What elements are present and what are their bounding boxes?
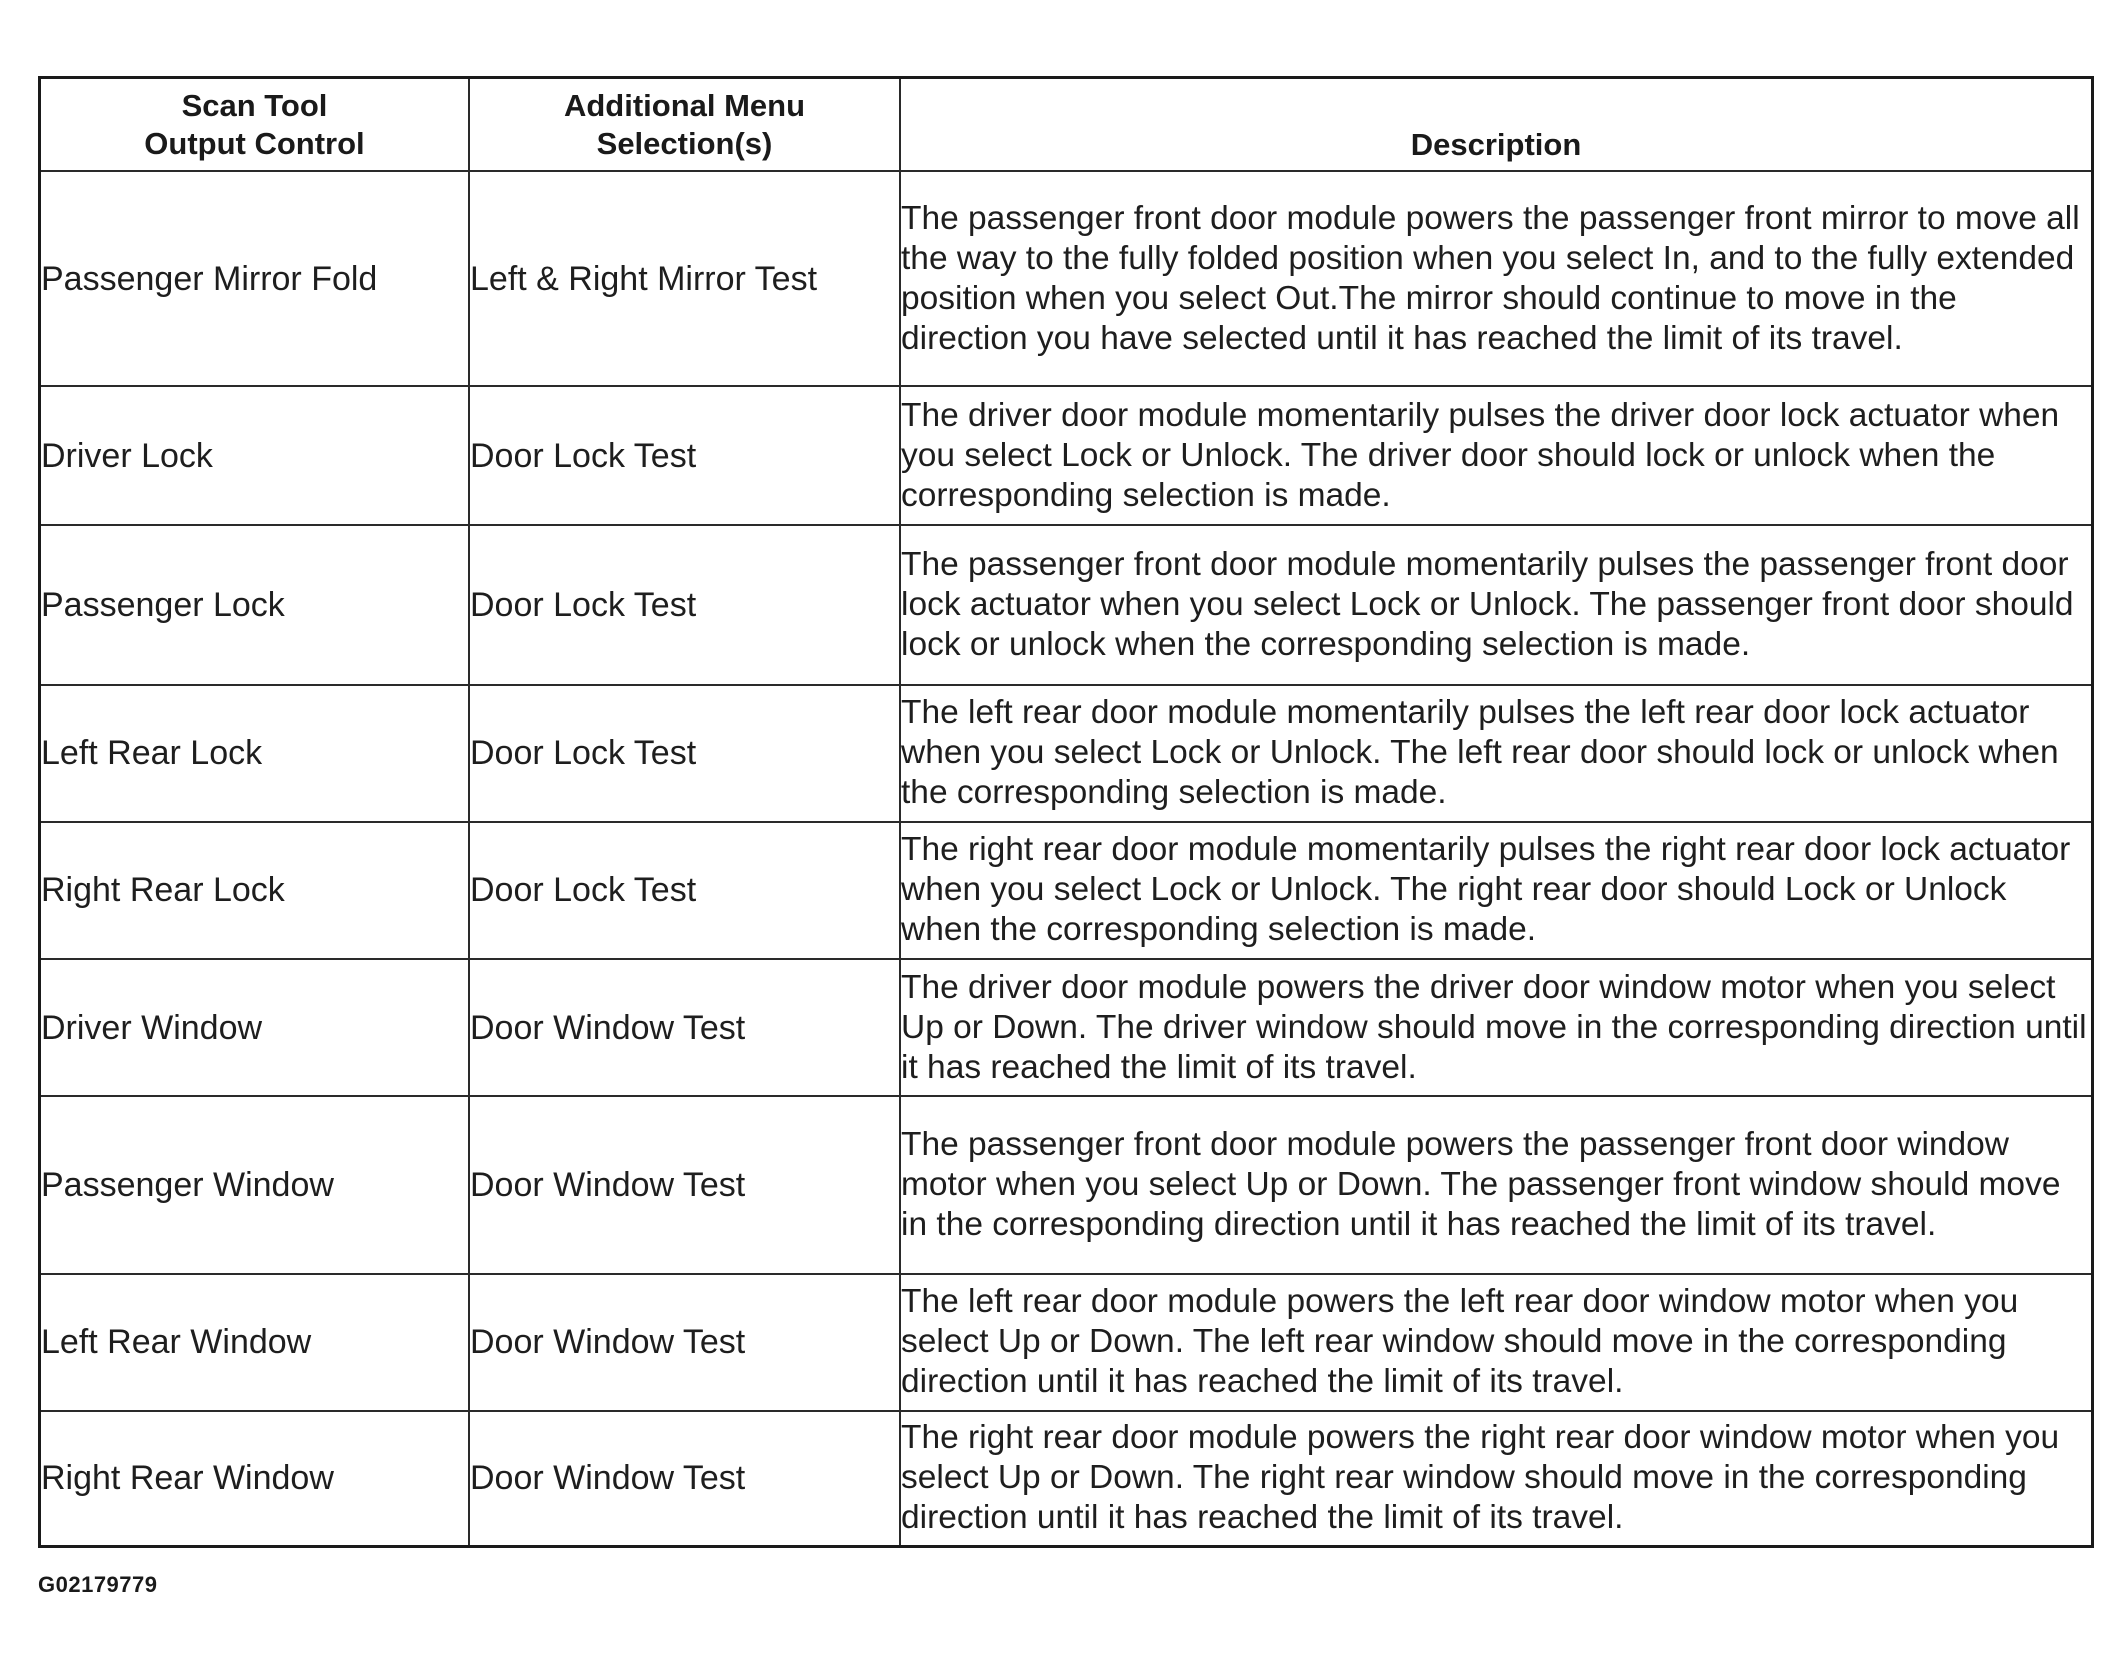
menu-selection-cell: Left & Right Mirror Test (469, 171, 900, 386)
table-row (41, 525, 2091, 684)
header-col1-line1: Scan Tool (181, 87, 328, 123)
menu-selection-cell: Door Lock Test (469, 386, 900, 525)
output-control-chart (41, 79, 2091, 1545)
table-row (41, 1096, 2091, 1274)
description-cell: The driver door module momentarily pulses the driver door lock actuator when you select Lock or Unlock. The driver door should lock or unlock when the corresponding selection is made. (900, 386, 2091, 525)
header-col2-line2: Selection(s) (596, 125, 773, 161)
description-cell: The passenger front door module powers the passenger front mirror to move all the way to the fully folded position when you select In, and to the fully extended position when you select Out.The mirror should continue to move in the direction you have selected until it has reached the limit of its travel. (900, 171, 2091, 386)
table-row (41, 685, 2091, 822)
menu-selection-cell: Door Lock Test (469, 685, 900, 822)
table-row (41, 822, 2091, 959)
output-control-cell: Passenger Mirror Fold (41, 171, 469, 386)
header-description: Description (900, 79, 2091, 171)
description-cell: The left rear door module powers the left rear door window motor when you select Up or Down. The left rear window should move in the corresponding direction until it has reached the limit of its travel. (900, 1274, 2091, 1411)
menu-selection-cell: Door Lock Test (469, 822, 900, 959)
description-cell: The passenger front door module momentarily pulses the passenger front door lock actuator when you select Lock or Unlock. The passenger front door should lock or unlock when the corresponding selection is made. (900, 525, 2091, 684)
header-additional-menu-selections (469, 79, 900, 171)
output-control-cell: Passenger Window (41, 1096, 469, 1274)
output-control-cell: Driver Lock (41, 386, 469, 525)
output-control-cell: Left Rear Window (41, 1274, 469, 1411)
menu-selection-cell: Door Window Test (469, 1411, 900, 1545)
header-col1-line2: Output Control (144, 125, 365, 161)
output-control-cell: Right Rear Lock (41, 822, 469, 959)
output-control-cell: Driver Window (41, 959, 469, 1096)
table-row (41, 1274, 2091, 1411)
menu-selection-cell: Door Window Test (469, 1096, 900, 1274)
output-control-cell: Left Rear Lock (41, 685, 469, 822)
header-scan-tool-output-control (41, 79, 469, 171)
figure-code: G02179779 (38, 1572, 158, 1597)
description-cell: The right rear door module powers the right rear door window motor when you select Up or Down. The right rear window should move in the corresponding direction until it has reached the limit of its travel. (900, 1411, 2091, 1545)
table-row (41, 386, 2091, 525)
header-row (41, 79, 2091, 171)
output-control-cell: Right Rear Window (41, 1411, 469, 1545)
table-row (41, 171, 2091, 386)
table-row (41, 1411, 2091, 1545)
header-col2-line1: Additional Menu (563, 87, 806, 123)
description-cell: The left rear door module momentarily pulses the left rear door lock actuator when you select Lock or Unlock. The left rear door should lock or unlock when the corresponding selection is made. (900, 685, 2091, 822)
menu-selection-cell: Door Window Test (469, 1274, 900, 1411)
output-control-cell: Passenger Lock (41, 525, 469, 684)
table-row (41, 959, 2091, 1096)
menu-selection-cell: Door Window Test (469, 959, 900, 1096)
description-cell: The passenger front door module powers the passenger front door window motor when you select Up or Down. The passenger front window should move in the corresponding direction until it has reached the limit of its travel. (900, 1096, 2091, 1274)
description-cell: The right rear door module momentarily pulses the right rear door lock actuator when you select Lock or Unlock. The right rear door should Lock or Unlock when the corresponding selection is made. (900, 822, 2091, 959)
description-cell: The driver door module powers the driver door window motor when you select Up or Down. The driver window should move in the corresponding direction until it has reached the limit of its travel. (900, 959, 2091, 1096)
scan-tool-output-control-table (38, 76, 2094, 1548)
menu-selection-cell: Door Lock Test (469, 525, 900, 684)
